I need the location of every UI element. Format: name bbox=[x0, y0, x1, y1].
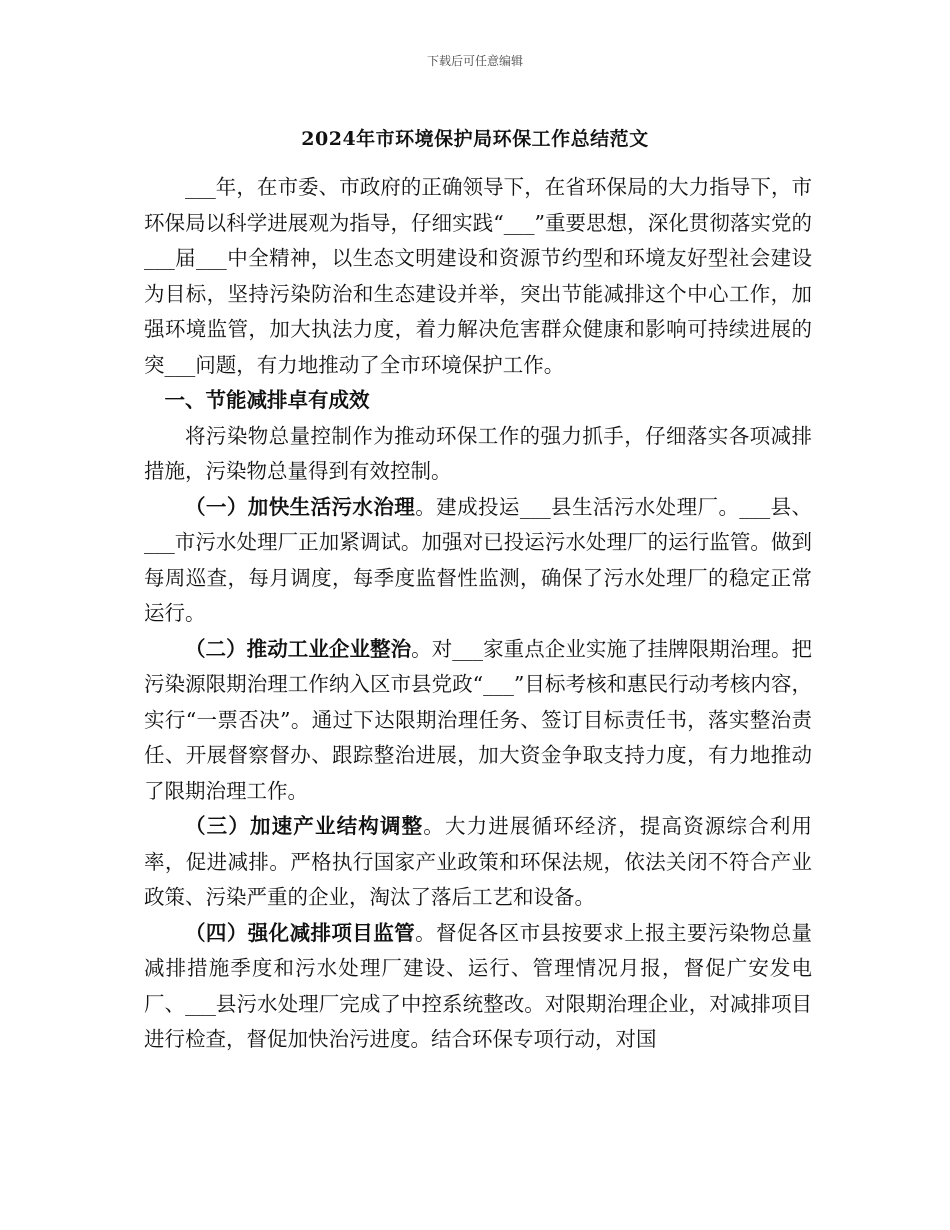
section-heading-1: 一、节能减排卓有成效 bbox=[164, 388, 370, 412]
item-paragraph-3 bbox=[144, 809, 812, 916]
item-paragraph-2 bbox=[144, 632, 812, 810]
item-text-3: 。大力进展循环经济，提高资源综合利用率，促进减排。严格执行国家产业政策和环保法规，依法关闭不符合产业政策、污染严重的企业，淘汰了落后工艺和设备。 bbox=[144, 814, 813, 909]
item-lead-2: （二）推动工业企业整治 bbox=[185, 636, 412, 661]
intro-paragraph: ___年，在市委、市政府的正确领导下，在省环保局的大力指导下，市环保局以科学进展观为指导，仔细实践“___”重要思想，深化贯彻落实党的___届___中全精神，以生态文明建设和资源节约型和环境友好型社会建设为目标，坚持污染防治和生态建设并举，突出节能减排这个中心工作，加强环境监管，加大执法力度，着力解决危害群众健康和影响可持续进展的突___问题，有力地推动了全市环境保护工作。 bbox=[144, 175, 812, 377]
document-title: 2024年市环境保护局环保工作总结范文 bbox=[301, 128, 649, 150]
item-lead-1: （一）加快生活污水治理 bbox=[185, 494, 416, 519]
document-body bbox=[144, 170, 812, 1058]
item-lead-4: （四）强化减排项目监管 bbox=[185, 920, 416, 945]
item-lead-3: （三）加速产业结构调整 bbox=[185, 814, 424, 838]
item-text-1: 。建成投运___县生活污水处理厂。___县、___市污水处理厂正加紧调试。加强对已投运污水处理厂的运行监管。做到每周巡查，每月调度，每季度监督性监测，确保了污水处理厂的稳定正常运行。 bbox=[144, 494, 813, 625]
item-paragraph-4 bbox=[144, 916, 812, 1058]
item-text-2: 。对___家重点企业实施了挂牌限期治理。把污染源限期治理工作纳入区市县党政“___”目标考核和惠民行动考核内容，实行“一票否决”。通过下达限期治理任务、签订目标责任书，落实整治责任、开展督察督办、跟踪整治进展，加大资金争取支持力度，有力地推动了限期治理工作。 bbox=[144, 636, 813, 803]
item-text-4: 。督促各区市县按要求上报主要污染物总量减排措施季度和污水处理厂建设、运行、管理情况月报，督促广安发电厂、___县污水处理厂完成了中控系统整改。对限期治理企业，对减排项目进行检查，督促加快治污进度。结合环保专项行动，对国 bbox=[144, 920, 813, 1051]
section-summary-paragraph: 将污染物总量控制作为推动环保工作的强力抓手，仔细落实各项减排措施，污染物总量得到有效控制。 bbox=[144, 423, 812, 483]
item-paragraph-1 bbox=[144, 490, 812, 632]
header-note: 下载后可任意编辑 bbox=[426, 54, 523, 68]
